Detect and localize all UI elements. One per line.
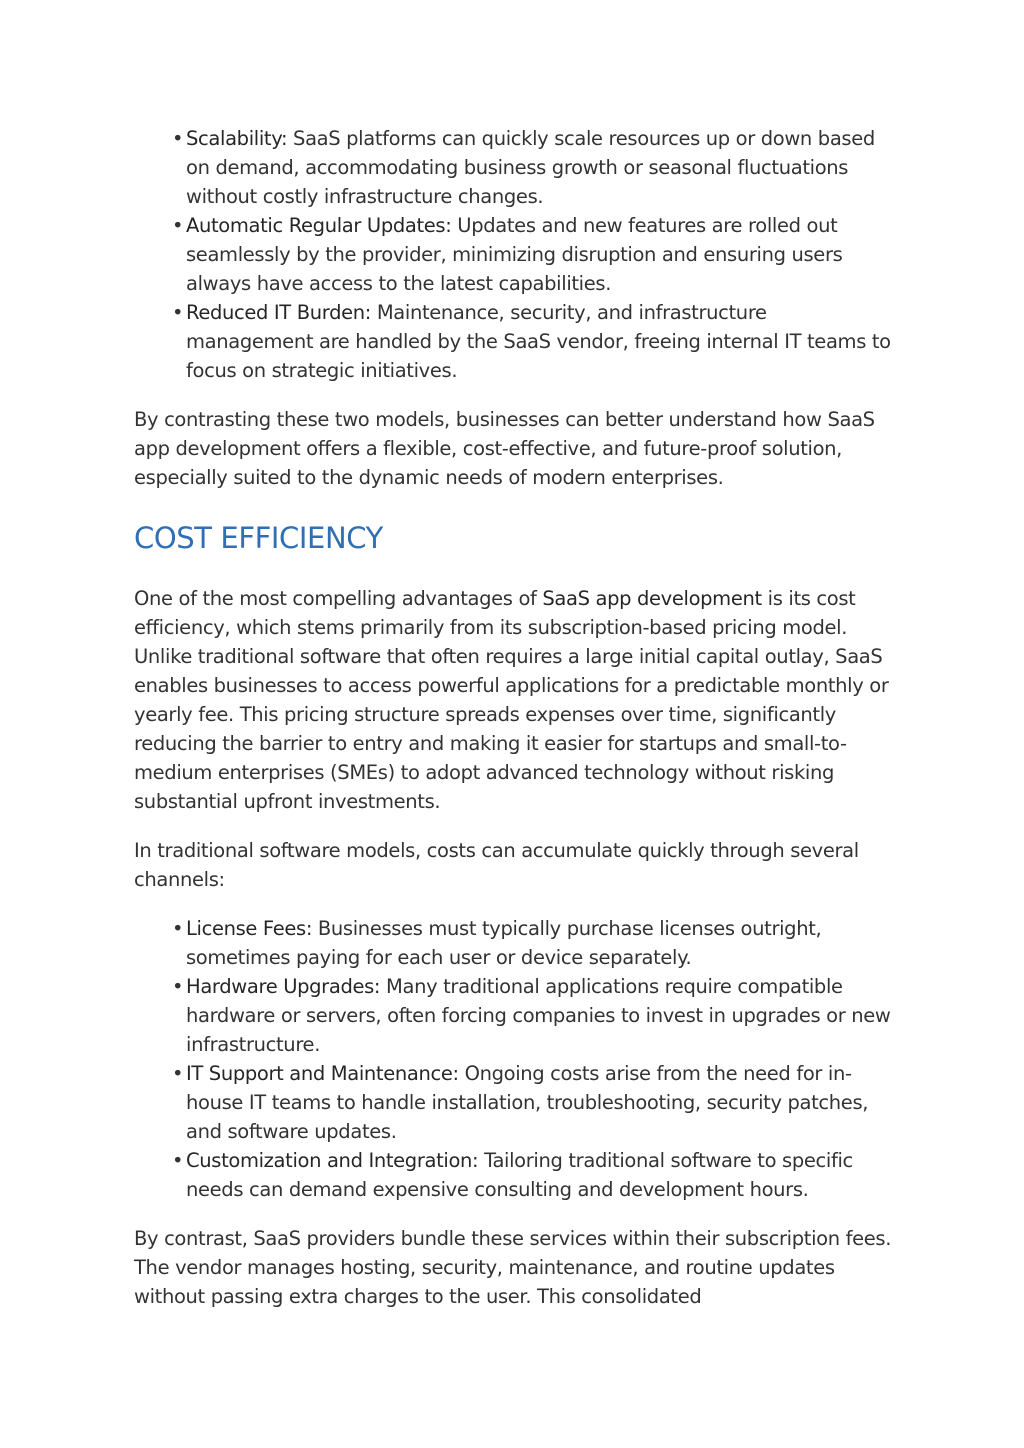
list-item — [172, 914, 894, 972]
list-item-term: Reduced IT Burden: — [186, 301, 371, 324]
list-item — [172, 124, 894, 211]
list-item — [172, 1059, 894, 1146]
bullet-icon: • — [172, 1062, 184, 1085]
list-item-text: Businesses must typically purchase licenses outright, sometimes paying for each user or device separately. — [186, 917, 822, 969]
list-item-term: IT Support and Maintenance: — [186, 1062, 459, 1085]
bullet-icon: • — [172, 917, 184, 940]
paragraph-text: is its cost efficiency, which stems primarily from its subscription-based pricing model. Unlike traditional software that often requires a large initial capital outlay, SaaS enables businesses to access powerful applications for a predictable monthly or yearly fee. This pricing structure spreads expenses over time, significantly reducing the barrier to entry and making it easier for startups and small-to-medium enterprises (SMEs) to adopt advanced technology without risking substantial upfront investments. — [134, 587, 889, 813]
bullet-icon: • — [172, 127, 184, 150]
bullet-icon: • — [172, 301, 184, 324]
paragraph — [134, 584, 894, 816]
list-item-text: Updates and new features are rolled out seamlessly by the provider, minimizing disruption and ensuring users always have access to the latest capabilities. — [186, 214, 843, 295]
list-item-text: SaaS platforms can quickly scale resources up or down based on demand, accommodating business growth or seasonal fluctuations without costly infrastructure changes. — [186, 127, 875, 208]
document-page — [134, 124, 894, 1331]
list-item-term: License Fees: — [186, 917, 313, 940]
list-item — [172, 972, 894, 1059]
list-item-text: Tailoring traditional software to specific needs can demand expensive consulting and development hours. — [186, 1149, 853, 1201]
bullet-icon: • — [172, 975, 184, 998]
list-item-term: Customization and Integration: — [186, 1149, 479, 1172]
section-heading: COST EFFICIENCY — [134, 521, 383, 555]
paragraph-text: One of the most compelling advantages of — [134, 587, 543, 610]
list-item-term: Hardware Upgrades: — [186, 975, 381, 998]
list-item-term: Automatic Regular Updates: — [186, 214, 452, 237]
highlighted-phrase: SaaS app development — [542, 587, 762, 610]
bullet-icon: • — [172, 214, 184, 237]
list-item-text: Many traditional applications require compatible hardware or servers, often forcing companies to invest in upgrades or new infrastructure. — [186, 975, 891, 1056]
benefits-list — [134, 124, 894, 385]
paragraph: In traditional software models, costs can accumulate quickly through several channels: — [134, 839, 859, 891]
bullet-icon: • — [172, 1149, 184, 1172]
list-item-text: Ongoing costs arise from the need for in-house IT teams to handle installation, troubleshooting, security patches, and software updates. — [186, 1062, 869, 1143]
list-item — [172, 211, 894, 298]
list-item-term: Scalability: — [186, 127, 288, 150]
cost-list — [134, 914, 894, 1204]
paragraph: By contrast, SaaS providers bundle these services within their subscription fees. The vendor manages hosting, security, maintenance, and routine updates without passing extra charges to the user. This consolidated — [134, 1227, 892, 1308]
list-item — [172, 298, 894, 385]
paragraph: By contrasting these two models, businesses can better understand how SaaS app development offers a flexible, cost-effective, and future-proof solution, especially suited to the dynamic needs of modern enterprises. — [134, 408, 875, 489]
list-item-text: Maintenance, security, and infrastructure management are handled by the SaaS vendor, freeing internal IT teams to focus on strategic initiatives. — [186, 301, 891, 382]
list-item — [172, 1146, 894, 1204]
